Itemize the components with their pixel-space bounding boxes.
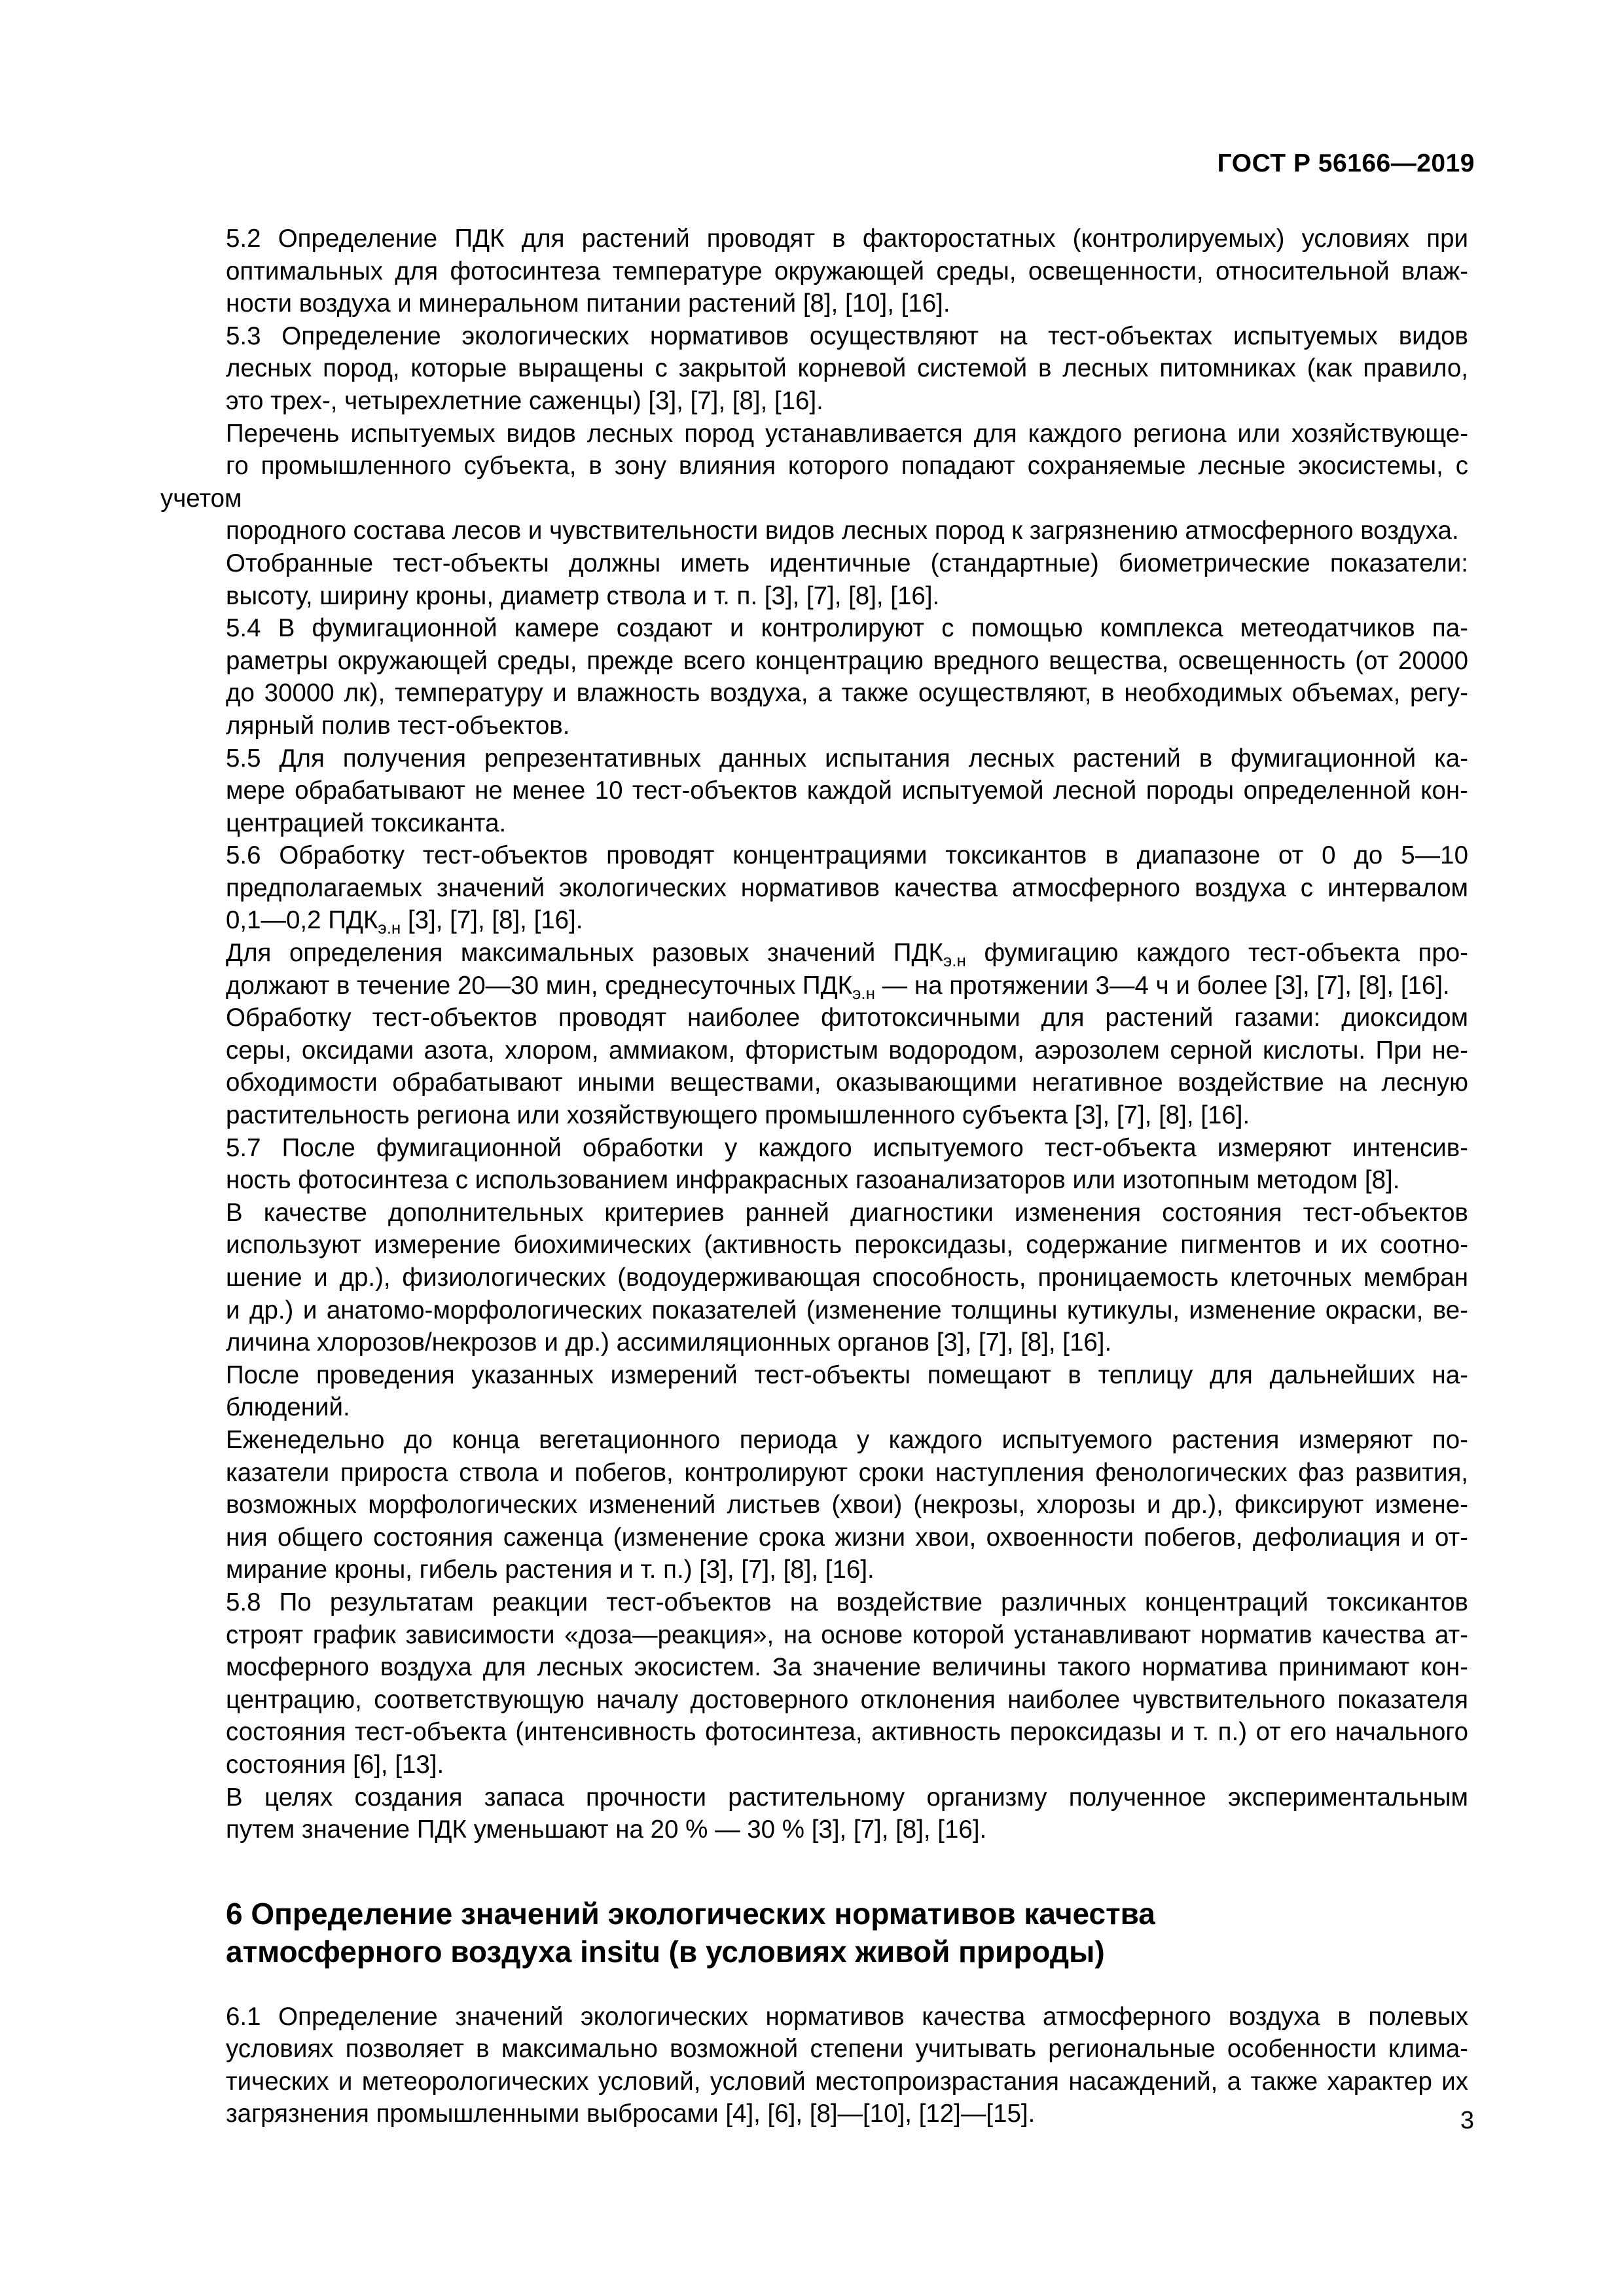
paragraph-safety-margin: [160, 1781, 1468, 1846]
text-line: центрацией токсиканта.: [226, 809, 507, 837]
paragraph-5-6: [160, 839, 1468, 937]
text-line: [160, 970, 1468, 1002]
text-line: и др.) и анатомо-морфологических показателей (изменение толщины кутикулы, изменение окраски, ве-: [226, 1296, 1468, 1324]
text-fragment: — на протяжении 3—4 ч и более [3], [7], [8], [16].: [882, 971, 1450, 1000]
text-line: ния общего состояния саженца (изменение срока жизни хвои, охвоенности побегов, дефолиация и от-: [226, 1523, 1468, 1552]
text-fragment: фумигацию каждого тест-объекта про-: [984, 939, 1468, 968]
text-line: 5.2 Определение ПДК для растений проводят в факторостатных (контролируемых) условиях при: [226, 225, 1468, 253]
text-line: оптимальных для фотосинтеза температуре окружающей среды, освещенности, относительной влаж-: [226, 257, 1468, 285]
text-line: строят график зависимости «доза—реакция», на основе которой устанавливают норматив качества ат-: [226, 1620, 1468, 1649]
body-text: [160, 223, 1468, 2130]
text-line: загрязнения промышленными выбросами [4], [6], [8]—[10], [12]—[15].: [226, 2100, 1036, 2128]
text-line: 6.1 Определение значений экологических нормативов качества атмосферного воздуха в полевых: [226, 2002, 1468, 2031]
subscript-text: э.н: [852, 983, 875, 1003]
text-line: В качестве дополнительных критериев ранней диагностики изменения состояния тест-объектов: [226, 1198, 1468, 1227]
text-line: 5.6 Обработку тест-объектов проводят концентрациями токсикантов в диапазоне от 0 до 5—10: [226, 841, 1468, 870]
text-fragment: 0,1—0,2 ПДК: [226, 906, 378, 935]
text-line: состояния [6], [13].: [226, 1750, 444, 1779]
text-line: условиях позволяет в максимально возможной степени учитывать региональные особенности клима-: [226, 2035, 1468, 2064]
paragraph-5-5: [160, 742, 1468, 840]
text-line: блюдений.: [226, 1393, 350, 1422]
text-line: путем значение ПДК уменьшают на 20 % — 30 % [3], [7], [8], [16].: [226, 1815, 987, 1844]
text-line: В целях создания запаса прочности растительному организму полученное экспериментальным: [226, 1783, 1468, 1812]
text-line: растительность региона или хозяйствующего промышленного субъекта [3], [7], [8], [16].: [226, 1101, 1250, 1130]
text-fragment: Для определения максимальных разовых значений ПДК: [226, 939, 943, 968]
text-line: Еженедельно до конца вегетационного периода у каждого испытуемого растения измеряют по-: [226, 1425, 1468, 1454]
text-line: казатели прироста ствола и побегов, контролируют сроки наступления фенологических фаз развития,: [226, 1458, 1468, 1487]
subscript-text: э.н: [378, 918, 401, 938]
paragraph-5-8: [160, 1586, 1468, 1781]
page-number: 3: [1460, 2107, 1474, 2134]
text-line: состояния тест-объекта (интенсивность фотосинтеза, активность пероксидазы и т. п.) от его начального: [226, 1718, 1468, 1747]
text-fragment: [3], [7], [8], [16].: [407, 906, 583, 935]
text-line: мирание кроны, гибель растения и т. п.) [3], [7], [8], [16].: [226, 1556, 875, 1584]
text-line: личина хлорозов/некрозов и др.) ассимиляционных органов [3], [7], [8], [16].: [226, 1328, 1112, 1357]
text-line: 5.8 По результатам реакции тест-объектов на воздействие различных концентраций токсикантов: [226, 1588, 1468, 1616]
paragraph-additional-criteria: [160, 1197, 1468, 1359]
text-line: используют измерение биохимических (активность пероксидазы, содержание пигментов и их соотно-: [226, 1231, 1468, 1260]
text-line: серы, оксидами азота, хлором, аммиаком, фтористым водородом, аэрозолем серной кислоты. При не-: [226, 1036, 1468, 1065]
text-line: [160, 904, 1468, 937]
section-6-heading: [226, 1895, 1468, 1971]
text-line: шение и др.), физиологических (водоудерживающая способность, проницаемость клеточных мембран: [226, 1264, 1468, 1292]
text-line: породного состава лесов и чувствительности видов лесных пород к загрязнению атмосферного воздуха.: [226, 517, 1459, 545]
text-line: ности воздуха и минеральном питании растений [8], [10], [16].: [226, 289, 950, 318]
paragraph-5-4: [160, 612, 1468, 742]
text-line: 5.3 Определение экологических нормативов осуществляют на тест-объектах испытуемых видов: [226, 321, 1468, 350]
text-line: После проведения указанных измерений тест-объекты помещают в теплицу для дальнейших на-: [226, 1360, 1468, 1389]
text-line: раметры окружающей среды, прежде всего концентрацию вредного вещества, освещенность (от 20000: [226, 646, 1468, 675]
text-line: центрацию, соответствующую началу достоверного отклонения наиболее чувствительного показателя: [226, 1685, 1468, 1714]
paragraph-max-values: [160, 937, 1468, 1002]
paragraph-5-2: [160, 223, 1468, 320]
paragraph-greenhouse: [160, 1359, 1468, 1424]
text-line: Отобранные тест-объекты должны иметь идентичные (стандартные) биометрические показатели:: [226, 549, 1468, 577]
document-code: ГОСТ Р 56166—2019: [1217, 149, 1475, 177]
text-line: мосферного воздуха для лесных экосистем. За значение величины такого норматива принимают кон-: [226, 1653, 1468, 1682]
heading-line: атмосферного воздуха insitu (в условиях живой природы): [226, 1934, 1105, 1969]
text-line: 5.4 В фумигационной камере создают и контролируют с помощью комплекса метеодатчиков па-: [226, 614, 1468, 643]
text-line: до 30000 лк), температуру и влажность воздуха, а также осуществляют, в необходимых объемах, регу-: [226, 679, 1468, 708]
text-line: го промышленного субъекта, в зону влияния которого попадают сохраняемые лесные экосистемы, с учетом: [160, 452, 1468, 513]
text-line: лярный полив тест-объектов.: [226, 711, 570, 740]
text-line: обходимости обрабатывают иными веществами, оказывающими негативное воздействие на лесную: [226, 1068, 1468, 1097]
text-line: тических и метеорологических условий, условий местопроизрастания насаждений, а также характер их: [226, 2067, 1468, 2096]
subscript-text: э.н: [943, 951, 966, 971]
heading-line: 6 Определение значений экологических нормативов качества: [226, 1896, 1155, 1931]
text-line: Перечень испытуемых видов лесных пород устанавливается для каждого региона или хозяйствующе-: [226, 419, 1468, 448]
text-line: Обработку тест-объектов проводят наиболее фитотоксичными для растений газами: диоксидом: [226, 1004, 1468, 1032]
text-line: возможных морфологических изменений листьев (хвои) (некрозы, хлорозы и др.), фиксируют измене-: [226, 1491, 1468, 1520]
text-fragment: должают в течение 20—30 мин, среднесуточных ПДК: [226, 971, 853, 1000]
text-line: лесных пород, которые выращены с закрытой корневой системой в лесных питомниках (как правило,: [226, 354, 1468, 383]
paragraph-weekly-measurements: [160, 1424, 1468, 1586]
paragraph-6-1: [160, 2001, 1468, 2130]
text-line: высоту, ширину кроны, диаметр ствола и т. п. [3], [7], [8], [16].: [226, 581, 940, 610]
paragraph-species-list: [160, 418, 1468, 547]
text-line: предполагаемых значений экологических нормативов качества атмосферного воздуха с интервалом: [226, 873, 1468, 902]
text-line: ность фотосинтеза с использованием инфракрасных газоанализаторов или изотопным методом [8].: [226, 1166, 1400, 1195]
text-line: 5.7 После фумигационной обработки у каждого испытуемого тест-объекта измеряют интенсив-: [226, 1133, 1468, 1162]
paragraph-5-7: [160, 1132, 1468, 1197]
text-line: это трех-, четырехлетние саженцы) [3], [7], [8], [16].: [226, 386, 823, 415]
text-line: [160, 937, 1468, 970]
text-line: 5.5 Для получения репрезентативных данных испытания лесных растений в фумигационной ка-: [226, 744, 1468, 773]
paragraph-selected-objects: [160, 547, 1468, 612]
paragraph-5-3: [160, 320, 1468, 418]
paragraph-phytotoxic-gases: [160, 1002, 1468, 1131]
text-line: мере обрабатывают не менее 10 тест-объектов каждой испытуемой лесной породы определенной кон-: [226, 776, 1468, 805]
